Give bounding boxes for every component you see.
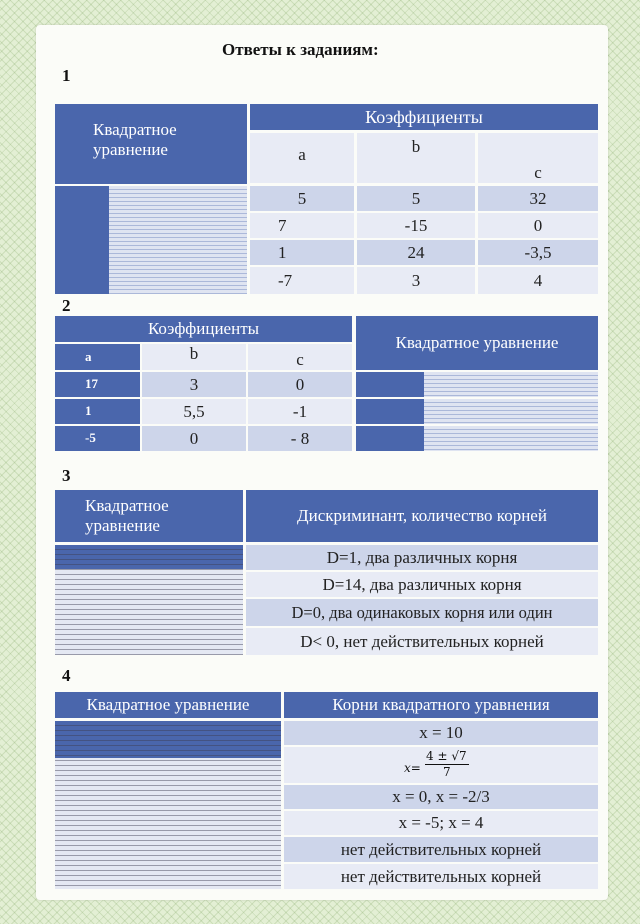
table-2-row-3-a: -5	[55, 426, 140, 451]
table-4-header-roots: Корни квадратного уравнения	[284, 692, 598, 718]
table-2-equation-image-3	[356, 426, 598, 451]
table-4-row-3: x = 0, x = -2/3	[284, 785, 598, 809]
table-2-row-2-c: -1	[248, 399, 352, 424]
formula-lhs: x=	[404, 761, 421, 775]
table-1-row-2-b: -15	[357, 213, 475, 238]
table-1-row-1-c: 32	[478, 186, 598, 211]
section-4-number: 4	[62, 666, 71, 685]
table-2-col-c: c	[248, 344, 352, 370]
table-1-row-3-c: -3,5	[478, 240, 598, 265]
formula-denominator: 7	[443, 765, 451, 779]
table-2-row-1-a: 17	[55, 372, 140, 397]
table-4-header-equation: Квадратное уравнение	[55, 692, 281, 718]
table-1-col-a: a	[250, 133, 354, 183]
table-3-row-3: D=0, два одинаковых корня или один	[246, 599, 598, 626]
section-2-number: 2	[62, 296, 71, 315]
page-title: Ответы к заданиям:	[222, 40, 379, 59]
table-2-row-2-a: 1	[55, 399, 140, 424]
table-1-header-coefficients: Коэффициенты	[250, 104, 598, 130]
table-4-row-5: нет действительных корней	[284, 837, 598, 862]
formula-numerator: 4 ± √7	[426, 749, 467, 763]
table-2-equation-image-1	[356, 372, 598, 397]
section-1-number: 1	[62, 66, 71, 85]
table-3-header-equation: Квадратное уравнение	[55, 490, 243, 542]
table-2-col-a: a	[55, 344, 140, 370]
table-2-equation-image-2	[356, 399, 598, 424]
table-3-equation-images	[55, 545, 243, 655]
table-1-equation-images	[55, 186, 247, 294]
table-1-row-4-b: 3	[357, 267, 475, 294]
table-4-row-4: x = -5; x = 4	[284, 811, 598, 835]
table-2-row-2-b: 5,5	[142, 399, 246, 424]
table-1-col-c: c	[478, 133, 598, 183]
table-3-row-1: D=1, два различных корня	[246, 545, 598, 570]
table-1-row-4-c: 4	[478, 267, 598, 294]
table-1-col-b: b	[357, 133, 475, 183]
table-3-row-2: D=14, два различных корня	[246, 572, 598, 597]
table-1-row-1-a: 5	[250, 186, 354, 211]
table-1-row-1-b: 5	[357, 186, 475, 211]
table-2-header-equation: Квадратное уравнение	[356, 316, 598, 370]
table-2-header-coefficients: Коэффициенты	[55, 316, 352, 342]
table-3-header-discriminant: Дискриминант, количество корней	[246, 490, 598, 542]
table-2-row-3-b: 0	[142, 426, 246, 451]
table-1-row-4-a: -7	[250, 267, 354, 294]
table-3-row-4: D< 0, нет действительных корней	[246, 628, 598, 655]
table-4-row-6: нет действительных корней	[284, 864, 598, 889]
table-1-row-2-a: 7	[250, 213, 354, 238]
table-2-row-3-c: - 8	[248, 426, 352, 451]
table-2-row-1-b: 3	[142, 372, 246, 397]
table-2-row-1-c: 0	[248, 372, 352, 397]
table-1-row-3-b: 24	[357, 240, 475, 265]
table-1-header-equation: Квадратное уравнение	[55, 104, 247, 184]
table-4-equation-images	[55, 721, 281, 889]
table-4-row-2	[284, 747, 598, 783]
table-2-col-b: b	[142, 344, 246, 370]
table-4-row-1: x = 10	[284, 721, 598, 745]
section-3-number: 3	[62, 466, 71, 485]
table-1-row-2-c: 0	[478, 213, 598, 238]
table-1-row-3-a: 1	[250, 240, 354, 265]
